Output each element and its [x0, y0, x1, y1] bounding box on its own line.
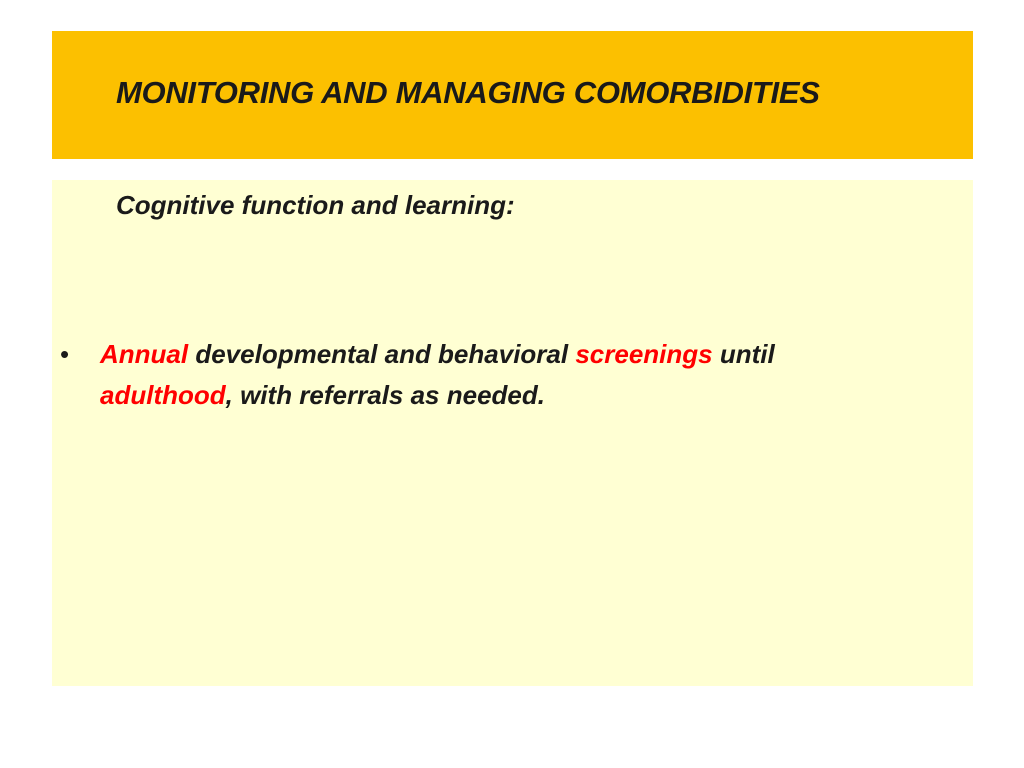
- slide-title: MONITORING AND MANAGING COMORBIDITIES: [116, 75, 820, 110]
- bullet-text-segment: , with referrals as needed.: [225, 380, 545, 410]
- highlight-adulthood: adulthood: [100, 380, 226, 410]
- content-box: [52, 180, 973, 686]
- highlight-annual: Annual: [100, 339, 189, 369]
- bullet-dot-icon: •: [60, 339, 70, 369]
- title-bar: [52, 31, 973, 159]
- bullet-list: [52, 334, 952, 416]
- bullet-text-segment: until: [712, 339, 775, 369]
- highlight-screenings: screenings: [575, 339, 713, 369]
- bullet-item: [52, 334, 952, 416]
- section-subheading: Cognitive function and learning:: [116, 190, 515, 220]
- bullet-text-segment: developmental and behavioral: [188, 339, 576, 369]
